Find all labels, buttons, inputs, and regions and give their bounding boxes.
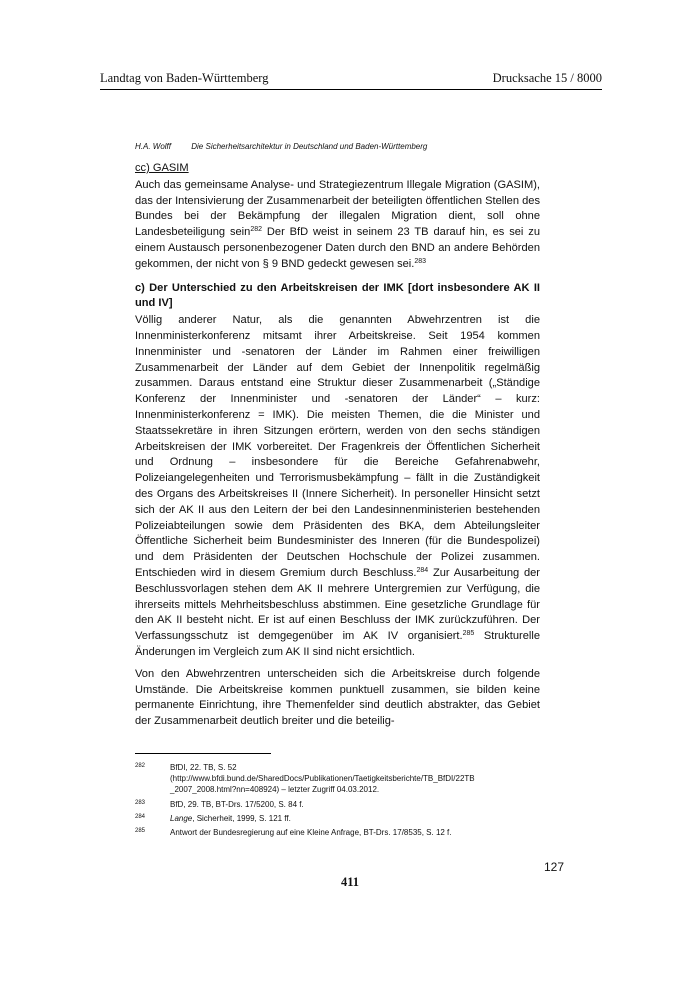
- footnote-number: 284: [135, 813, 146, 820]
- running-head-title: Die Sicherheitsarchitektur in Deutschland und Baden-Württemberg: [191, 142, 428, 151]
- footnote-text: BfD, 29. TB, BT-Drs. 17/5200, S. 84 f.: [170, 799, 304, 809]
- header-publisher: Landtag von Baden-Württemberg: [100, 71, 269, 85]
- paragraph-text: Strukturelle Änderungen im Vergleich zum AK II sind nicht ersichtlich.: [135, 630, 540, 658]
- footnotes: [135, 762, 540, 841]
- footnote-author: Lange: [170, 813, 193, 823]
- paragraph-text: Der BfD weist in seinem 23 TB darauf hin, es sei zu einem Austausch personenbezogener Daten durch den BND an andere Behörden gekommen, der nicht von § 9 BND gedeckt gewesen sei.: [135, 226, 540, 270]
- print-page-number: 411: [340, 875, 360, 889]
- running-head-author: H.A. Wolff: [135, 142, 172, 151]
- footnote-url[interactable]: (http://www.bfdi.bund.de/SharedDocs/Publikationen/Taetigkeitsberichte/TB_BfDI/22TB: [170, 774, 475, 784]
- footnote-number: 285: [135, 828, 146, 835]
- paragraph-text: Zur Ausarbeitung der Beschlussvorlagen stehen dem AK II mehrere Untergremien zur Verfügung, die ihrerseits mittels Mehrheitsbeschluss abstimmen. Eine gesetzliche Grundlage für den AK II besteht nicht. Er ist auf einen Beschluss der IMK zurückzuführen. Der Verfassungsschutz ist demgegenüber im AK IV organisiert.: [135, 566, 540, 643]
- footnote-text: BfDI, 22. TB, S. 52: [170, 763, 237, 772]
- footnote-url-continued: _2007_2008.html?nn=408924) – letzter Zugriff 04.03.2012.: [170, 785, 380, 795]
- page-header: [100, 69, 602, 90]
- header-document-number: Drucksache 15 / 8000: [492, 71, 602, 85]
- paragraph-differences: Von den Abwehrzentren unterscheiden sich die Arbeitskreise durch folgende Umstände. Die Arbeitskreise kommen punktuell zusammen, sie bilden keine permanente Einrichtung, ihre Themenfelder sind deutlich abstrakter, das Gebiet der Zusammenarbeit deutlich breiter und die beteilig-: [135, 667, 540, 728]
- footnote-text: Antwort der Bundesregierung auf eine Kleine Anfrage, BT-Drs. 17/8535, S. 12 f.: [170, 828, 452, 838]
- paragraph-imk: [135, 313, 540, 661]
- paragraph-text: Völlig anderer Natur, als die genannten Abwehrzentren ist die Innenministerkonferenz mitsamt ihrer Arbeitskreise. Seit 1954 kommen Innenminister und -senatoren der Länder im Rahmen einer freiwilligen Zusammenarbeit der Länder auf dem Gebiet der Innenpolitik regelmäßig zusammen. Daraus entstand eine Struktur dieser Zusammenarbeit („Ständige Konferenz der Innenminister und -senatoren der Länder“ – kurz: Innenministerkonferenz = IMK). Die meisten Themen, die die Minister und Staatssekretäre in ihren Sitzungen erörtern, werden von den sechs ständigen Arbeitskreisen der IMK vorbereitet. Der Fragenkreis der Öffentlichen Sicherheit und Ordnung – insbesondere für die Bereiche Gefahrenabwehr, Polizeiangelegenheiten und Terrorismusbekämpfung – fällt in die Zuständigkeit des Organs des Arbeitskreises II (Innere Sicherheit). In personeller Hinsicht setzt sich der AK II aus den Leitern der bei den Landesinnenministerien bestehenden Polizeiabteilungen sowie dem Präsidenten des BKA, dem Abteilungsleiter Öffentliche Sicherheit beim Bundesminister des Inneren (für die Bundespolizei) und dem Präsidenten der Deutschen Hochschule der Polizei zusammen. Entschieden wird in diesem Gremium durch Beschluss.: [135, 314, 540, 579]
- subsection-heading-gasim: cc) GASIM: [135, 162, 189, 174]
- footnote-ref-283[interactable]: 283: [414, 257, 427, 265]
- paragraph-text: Auch das gemeinsame Analyse- und Strategiezentrum Illegale Migration (GASIM), das der Intensivierung der Zusammenarbeit der beteiligten öffentlichen Stellen des Bundes bei der Bekämpfung der illegalen Migration dient, soll ohne Landesbeteiligung sein: [135, 178, 540, 239]
- footnote-ref-285[interactable]: 285: [462, 630, 475, 638]
- page-number: 127: [544, 860, 565, 874]
- section-heading-imk: c) Der Unterschied zu den Arbeitskreisen der IMK [dort insbesondere AK II und IV]: [135, 281, 540, 310]
- footnote-number: 282: [135, 763, 146, 769]
- footnote-284: [135, 813, 540, 824]
- footnote-ref-282[interactable]: 282: [250, 226, 262, 234]
- footnote-divider: [135, 753, 271, 754]
- footnote-text: , Sicherheit, 1999, S. 121 ff.: [192, 813, 291, 823]
- footnote-ref-284[interactable]: 284: [416, 566, 429, 574]
- footnote-283: [135, 799, 540, 810]
- body-text: [135, 161, 540, 730]
- footnote-number: 283: [135, 799, 146, 806]
- running-head: [135, 142, 427, 151]
- footnote-285: [135, 827, 540, 838]
- footnote-282: [135, 762, 540, 796]
- paragraph-gasim: [135, 178, 540, 273]
